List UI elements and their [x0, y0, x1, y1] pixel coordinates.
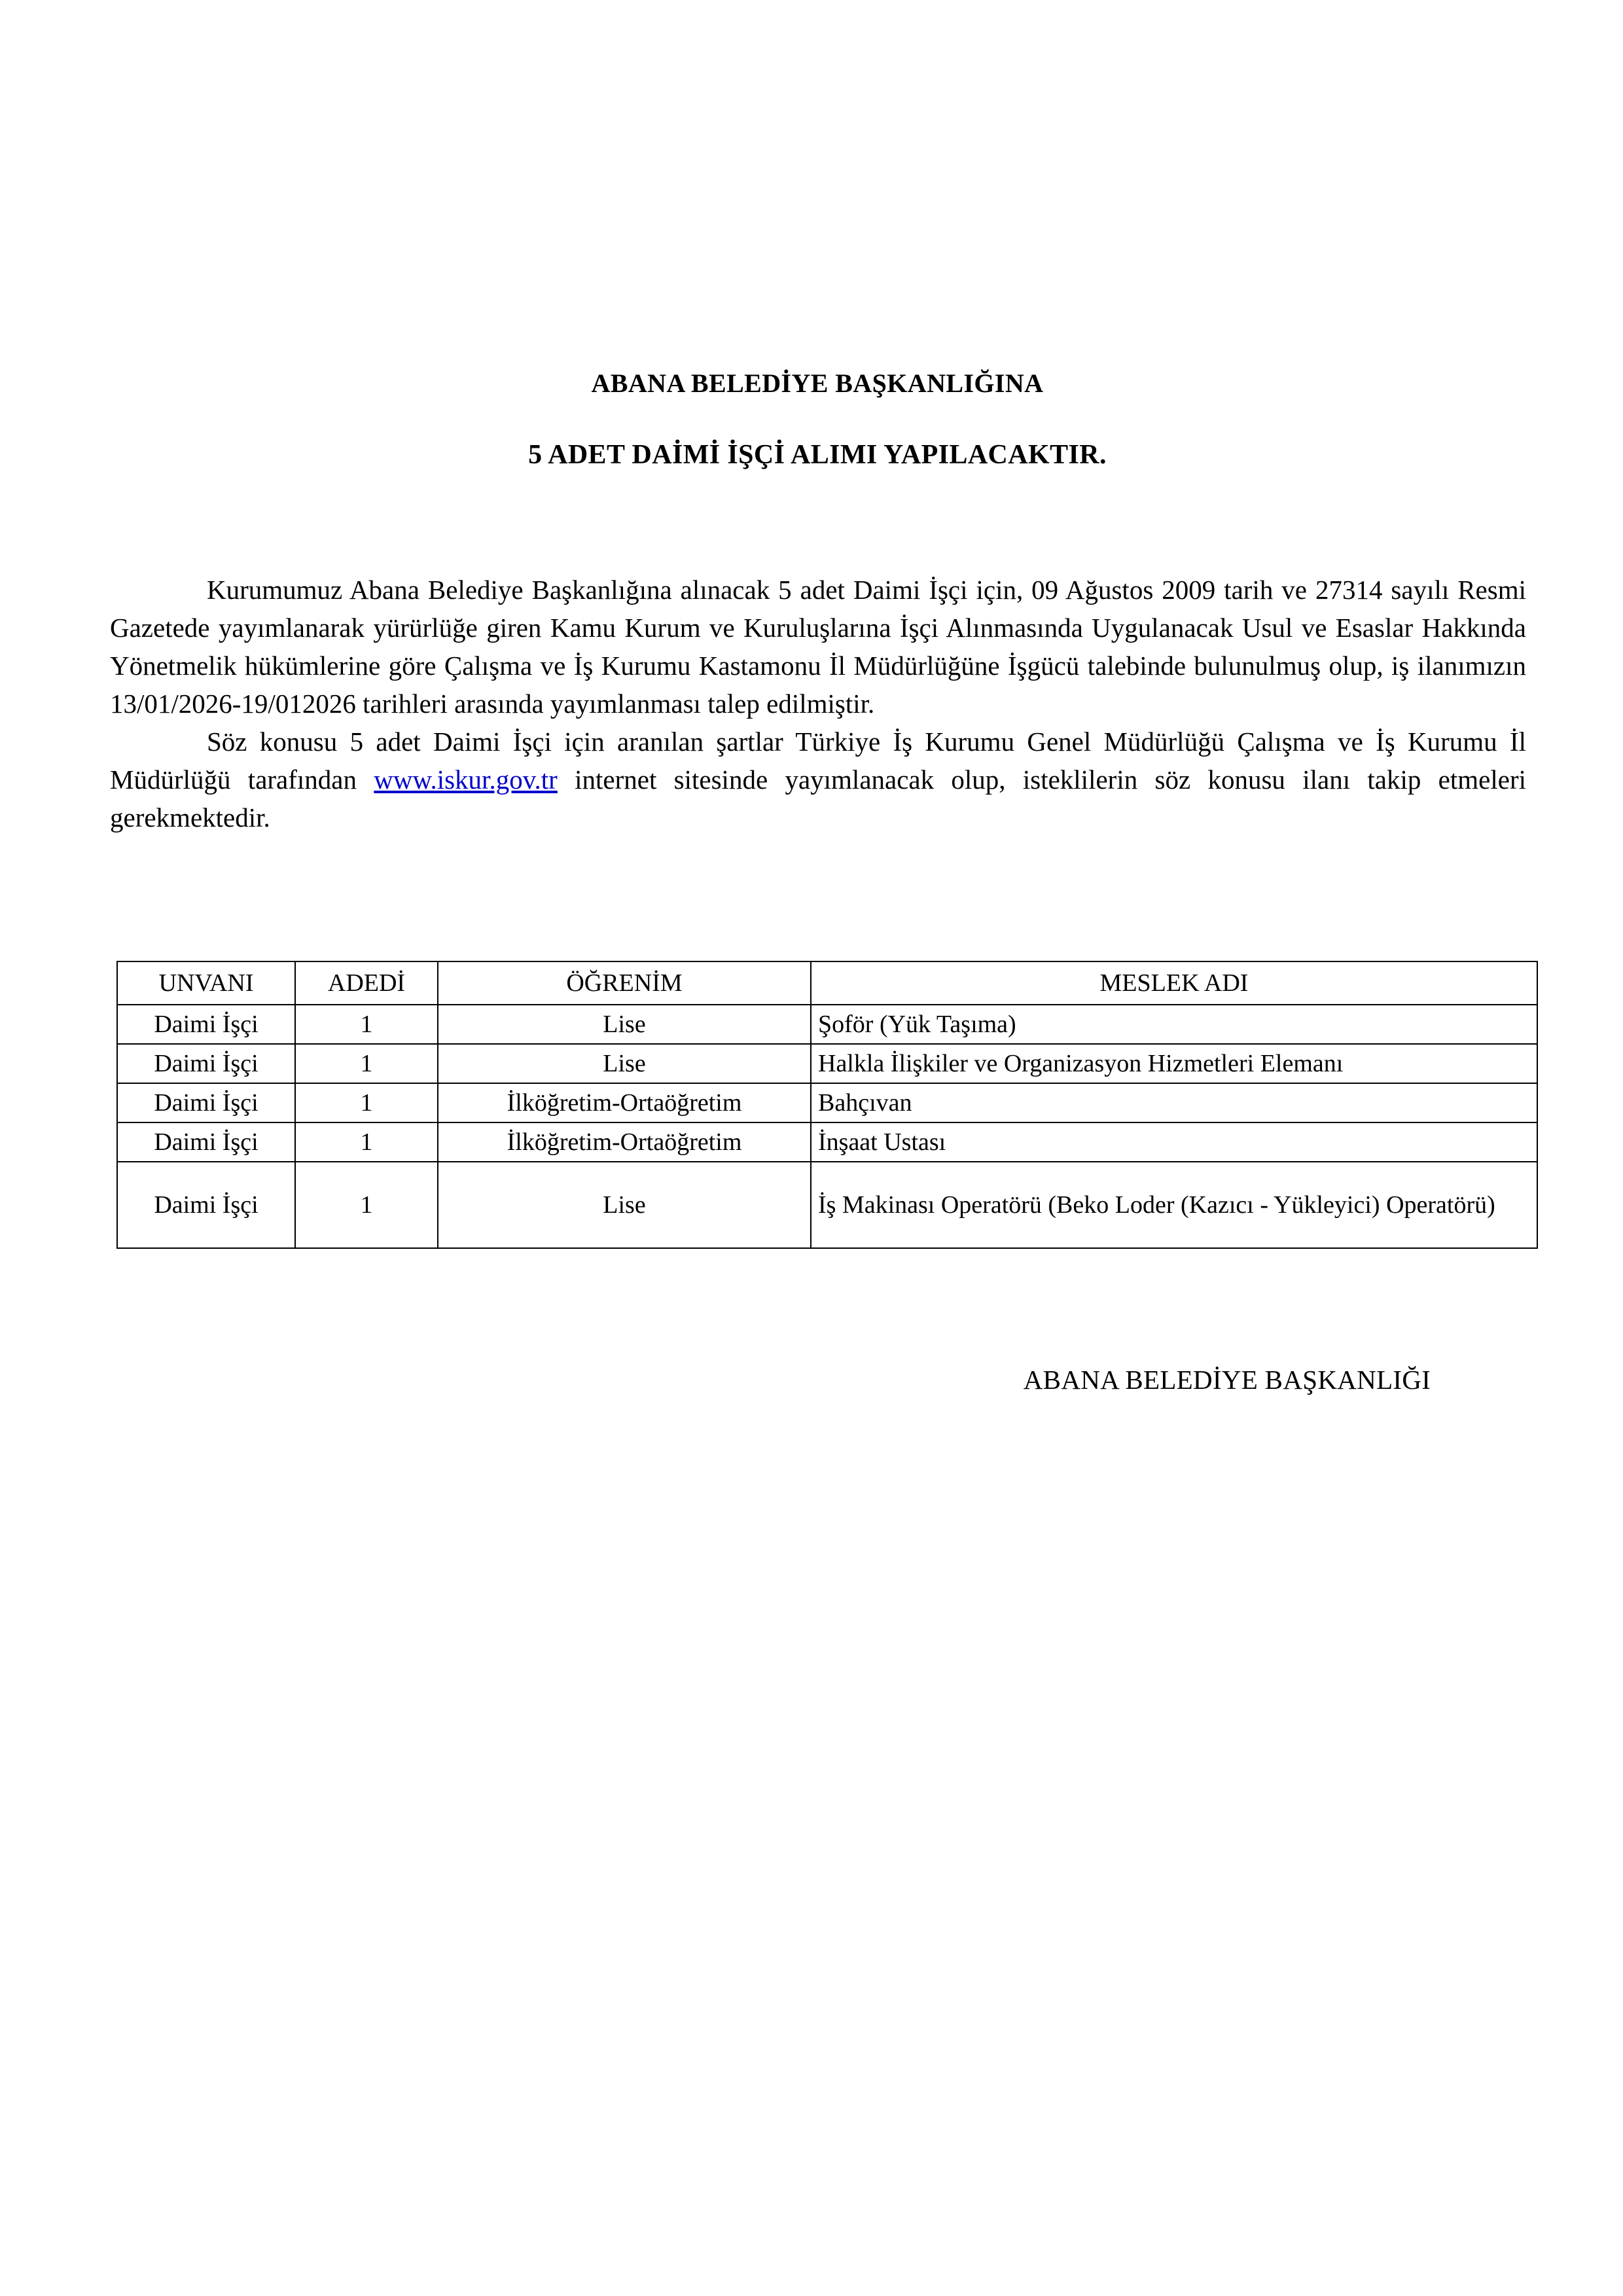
- column-header-adedi: ADEDİ: [295, 961, 438, 1005]
- paragraph-two-text-after-link: internet sitesinde yayımlanacak olup, isteklilerin söz konusu ilanı takip etmeleri gerekmektedir.: [110, 764, 1526, 833]
- cell-meslek-adi: Şoför (Yük Taşıma): [811, 1005, 1537, 1044]
- cell-unvani: Daimi İşçi: [117, 1122, 295, 1162]
- table-row: [117, 1162, 1537, 1248]
- paragraph-two: [110, 723, 1526, 836]
- cell-ogrenim: Lise: [438, 1005, 811, 1044]
- table-header-row: [117, 961, 1537, 1005]
- cell-unvani: Daimi İşçi: [117, 1162, 295, 1248]
- cell-unvani: Daimi İşçi: [117, 1005, 295, 1044]
- cell-meslek-adi: İnşaat Ustası: [811, 1122, 1537, 1162]
- cell-adedi: 1: [295, 1122, 438, 1162]
- table-row: [117, 1083, 1537, 1122]
- column-header-meslek-adi: MESLEK ADI: [811, 961, 1537, 1005]
- signature-block: ABANA BELEDİYE BAŞKANLIĞI: [1023, 1365, 1431, 1395]
- table-row: [117, 1005, 1537, 1044]
- cell-adedi: 1: [295, 1044, 438, 1083]
- cell-ogrenim: Lise: [438, 1044, 811, 1083]
- body-text-block: [110, 571, 1526, 836]
- cell-meslek-adi: İş Makinası Operatörü (Beko Loder (Kazıcı - Yükleyici) Operatörü): [811, 1162, 1537, 1248]
- cell-ogrenim: İlköğretim-Ortaöğretim: [438, 1122, 811, 1162]
- table-header: [117, 961, 1537, 1005]
- cell-meslek-adi: Halkla İlişkiler ve Organizasyon Hizmetleri Elemanı: [811, 1044, 1537, 1083]
- job-listing-table: [116, 961, 1538, 1249]
- table-row: [117, 1044, 1537, 1083]
- column-header-ogrenim: ÖĞRENİM: [438, 961, 811, 1005]
- page-subtitle: 5 ADET DAİMİ İŞÇİ ALIMI YAPILACAKTIR.: [528, 440, 1107, 470]
- table-row: [117, 1122, 1537, 1162]
- heading-block: [110, 370, 1525, 469]
- paragraph-two-text-before-link: Söz konusu 5 adet Daimi İşçi için aranılan şartlar Türkiye İş Kurumu Genel Müdürlüğü Çalışma ve İş Kurumu İl Müdürlüğü tarafından: [110, 726, 1526, 795]
- cell-ogrenim: Lise: [438, 1162, 811, 1248]
- cell-adedi: 1: [295, 1083, 438, 1122]
- paragraph-one: Kurumumuz Abana Belediye Başkanlığına alınacak 5 adet Daimi İşçi için, 09 Ağustos 2009 tarih ve 27314 sayılı Resmi Gazetede yayımlanarak yürürlüğe giren Kamu Kurum ve Kuruluşlarına İşçi Alınmasında Uygulanacak Usul ve Esaslar Hakkında Yönetmelik hükümlerine göre Çalışma ve İş Kurumu Kastamonu İl Müdürlüğüne İşgücü talebinde bulunulmuş olup, iş ilanımızın 13/01/2026-19/012026 tarihleri arasında yayımlanması talep edilmiştir.: [110, 575, 1526, 719]
- job-listing-table-wrapper: [116, 961, 1538, 1249]
- cell-unvani: Daimi İşçi: [117, 1044, 295, 1083]
- table-body: [117, 1005, 1537, 1248]
- cell-adedi: 1: [295, 1005, 438, 1044]
- cell-meslek-adi: Bahçıvan: [811, 1083, 1537, 1122]
- column-header-unvani: UNVANI: [117, 961, 295, 1005]
- iskur-website-link[interactable]: www.iskur.gov.tr: [374, 764, 558, 795]
- cell-unvani: Daimi İşçi: [117, 1083, 295, 1122]
- cell-adedi: 1: [295, 1162, 438, 1248]
- page-title: ABANA BELEDİYE BAŞKANLIĞINA: [591, 368, 1044, 398]
- cell-ogrenim: İlköğretim-Ortaöğretim: [438, 1083, 811, 1122]
